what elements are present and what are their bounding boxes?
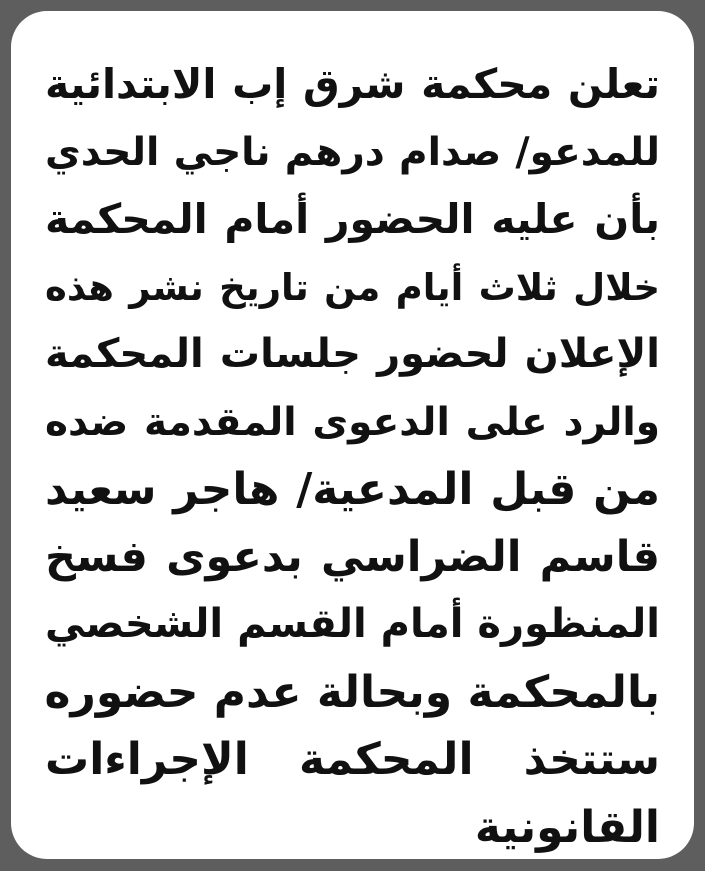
notice-line-8: قاسم الضراسي بدعوى فسخ xyxy=(45,531,660,582)
notice-line-7: من قبل المدعية/ هاجر سعيد xyxy=(45,464,660,515)
notice-line-10: بالمحكمة وبحالة عدم حضوره xyxy=(45,666,660,718)
notice-line-6: والرد على الدعوى المقدمة ضده xyxy=(45,399,660,445)
notice-text xyxy=(45,51,660,861)
notice-card xyxy=(11,11,694,859)
notice-line-11: ستتخذ المحكمة الإجراءات xyxy=(45,734,660,785)
notice-line-12: القانونية xyxy=(474,801,660,853)
notice-line-9: المنظورة أمام القسم الشخصي xyxy=(45,601,660,647)
notice-line-1: تعلن محكمة شرق إب الابتدائية xyxy=(45,60,660,108)
notice-line-4: خلال ثلاث أيام من تاريخ نشر هذه xyxy=(45,265,660,309)
notice-line-5: الإعلان لحضور جلسات المحكمة xyxy=(45,331,660,377)
notice-line-3: بأن عليه الحضور أمام المحكمة xyxy=(45,195,660,243)
notice-line-2: للمدعو/ صدام درهم ناجي الحدي xyxy=(45,129,660,175)
